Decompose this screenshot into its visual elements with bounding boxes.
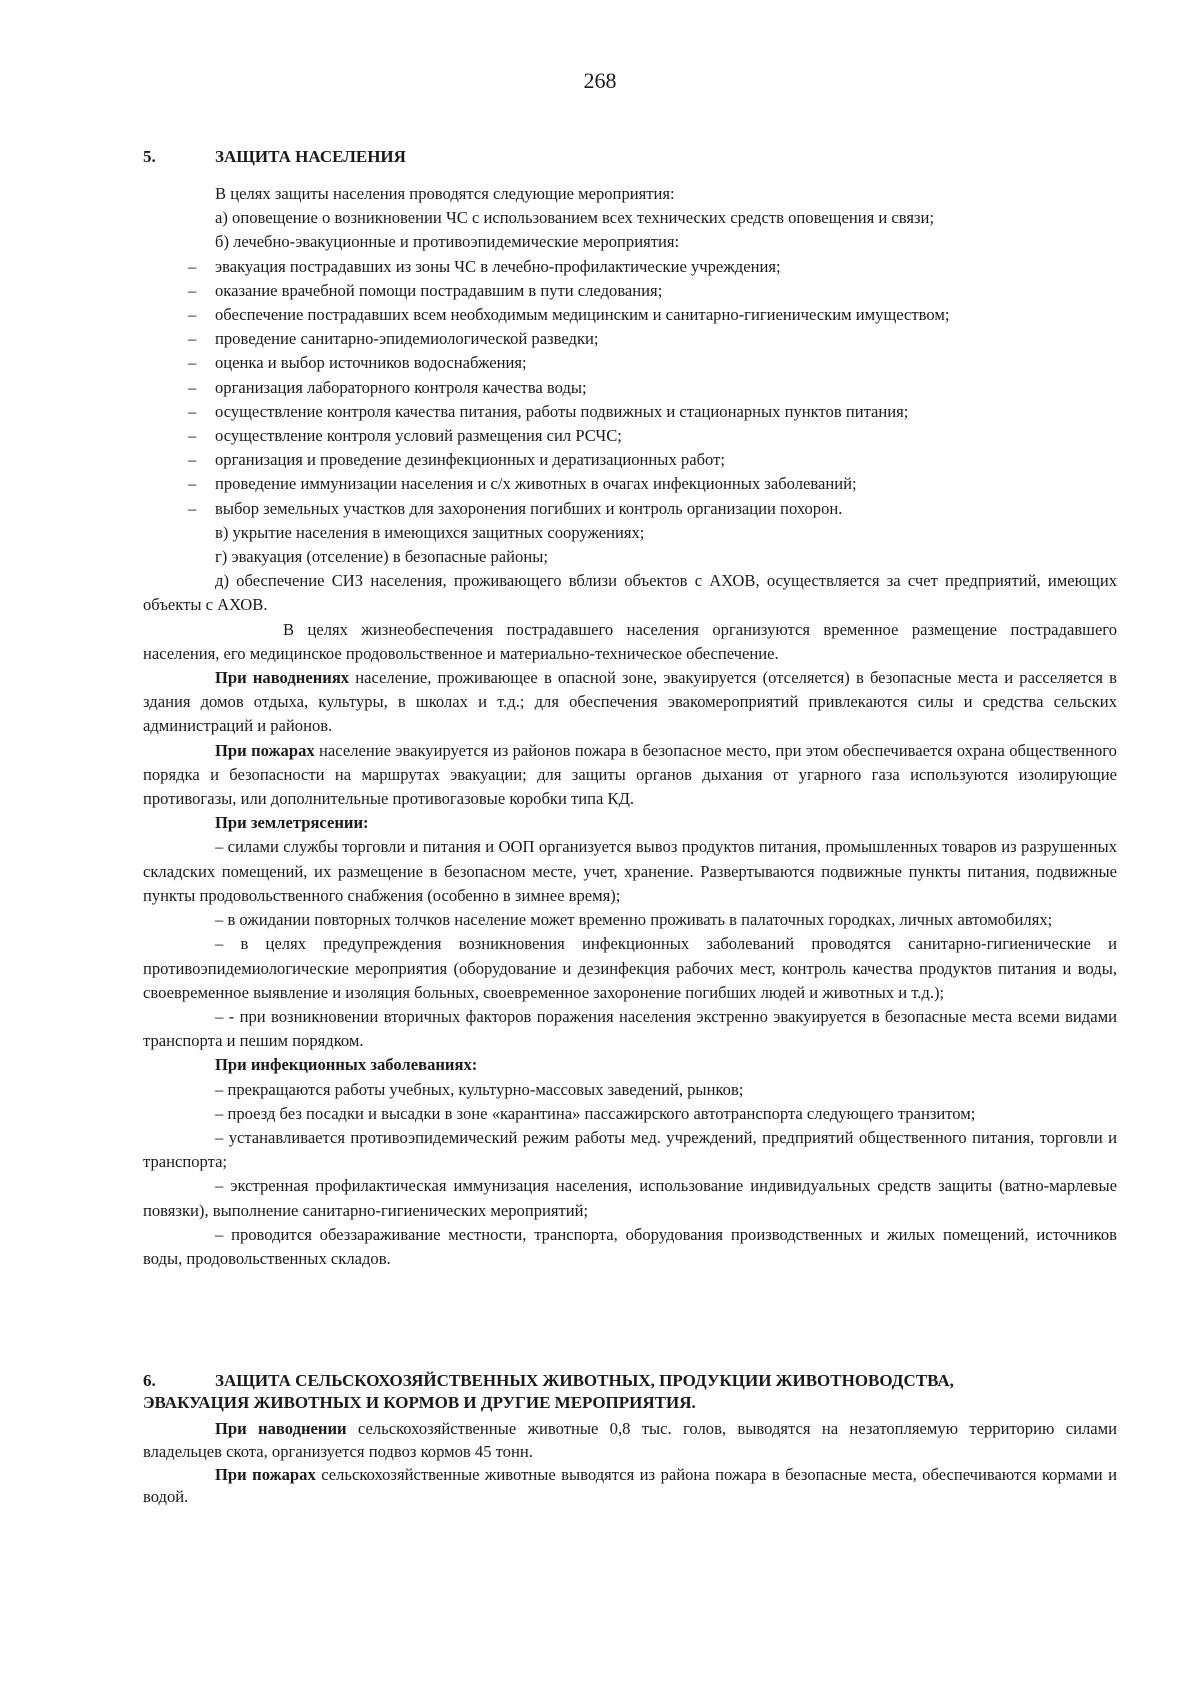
infection-item: – проводится обеззараживание местности, транспорта, оборудования производственных и жилых помещений, источников воды, продовольственных складов. [143, 1224, 1117, 1268]
section-5-title: ЗАЩИТА НАСЕЛЕНИЯ [215, 147, 406, 166]
section-6-number: 6. [143, 1371, 156, 1390]
bullet-item: – осуществление контроля условий размещения сил РСЧС; [143, 424, 1117, 448]
bullet-item: – обеспечение пострадавших всем необходимым медицинским и санитарно-гигиеническим имуществом; [143, 303, 1117, 327]
earthquake-item: – в ожидании повторных толчков население может временно проживать в палаточных городках, личных автомобилях; [215, 910, 1053, 930]
animals-fire-text: сельскохозяйственные животные выводятся из района пожара в безопасные места, обеспечиваются кормами и водой. [143, 1464, 1117, 1507]
animals-flood-text: сельскохозяйственные животные 0,8 тыс. голов, выводятся на незатопляемую территорию силами владельцев скота, организуется подвоз кормов 45 тонн. [143, 1419, 1117, 1461]
bullet-item: – организация лабораторного контроля качества воды; [143, 376, 1117, 400]
intro-paragraph: В целях защиты населения проводятся следующие мероприятия: [215, 184, 675, 203]
infection-item: – экстренная профилактическая иммунизация населения, использование индивидуальных средств защиты (ватно-марлевые повязки), выполнение санитарно-гигиенических мероприятий; [143, 1176, 1117, 1220]
animals-flood-label: При наводнении [215, 1419, 347, 1438]
animals-fire-paragraph [143, 1464, 1117, 1510]
fire-label: При пожарах [215, 740, 315, 760]
flood-paragraph [143, 666, 1117, 739]
fire-text: население эвакуируется из районов пожара в безопасное место, при этом обеспечивается охрана общественного порядка и безопасности на маршрутах эвакуации; для защиты органов дыхания от угарного газа используются изолирующие противогазы, или дополнительные противогазовые коробки типа КД. [143, 740, 1117, 809]
life-support-paragraph: В целях жизнеобеспечения пострадавшего населения организуются временное размещение пострадавшего населения, его медицинское продовольственное и материально-техническое обеспечение. [143, 619, 1117, 663]
bullet-item: – организация и проведение дезинфекционных и дератизационных работ; [143, 448, 1117, 472]
animals-fire-label: При пожарах [215, 1464, 316, 1484]
earthquake-item: – в целях предупреждения возникновения инфекционных заболеваний проводятся санитарно-гигиенические и противоэпидемиологические мероприятия (оборудование и дезинфекция рабочих мест, контроль качества продуктов питания и воды, своевременное выявление и изоляция больных, своевременное захоронение погибших людей и животных и т.д.); [143, 934, 1117, 1002]
animals-flood-paragraph [143, 1418, 1117, 1464]
earthquake-item: – силами службы торговли и питания и ООП организуется вывоз продуктов питания, промышленных товаров из разрушенных складских помещений, их размещение в безопасном месте, учет, хранение. Развертываются подвижные пункты питания, подвижные пункты продовольственного снабжения (особенно в зимнее время); [143, 837, 1117, 905]
bullet-item: – осуществление контроля качества питания, работы подвижных и стационарных пунктов питания; [143, 400, 1117, 424]
item-g: г) эвакуация (отселение) в безопасные районы; [215, 547, 548, 567]
fire-paragraph [143, 739, 1117, 812]
bullet-item: – эвакуация пострадавших из зоны ЧС в лечебно-профилактические учреждения; [143, 255, 1117, 279]
infection-item: – проезд без посадки и высадки в зоне «карантина» пассажирского автотранспорта следующего транзитом; [215, 1103, 976, 1123]
flood-label: При наводнениях [215, 668, 350, 688]
infection-item: – устанавливается противоэпидемический режим работы мед. учреждений, предприятий общественного питания, торговли и транспорта; [143, 1127, 1117, 1172]
infection-item: – прекращаются работы учебных, культурно-массовых заведений, рынков; [215, 1079, 744, 1099]
infection-heading: При инфекционных заболеваниях: [215, 1055, 478, 1075]
bullet-item: – проведение санитарно-эпидемиологической разведки; [143, 327, 1117, 351]
earthquake-heading: При землетрясении: [215, 813, 369, 833]
bullet-item: – оценка и выбор источников водоснабжения; [143, 351, 1117, 375]
section-5-body [143, 182, 1117, 1271]
section-6-heading [143, 1370, 1117, 1414]
item-d: д) обеспечение СИЗ населения, проживающего вблизи объектов с АХОВ, осуществляется за счет предприятий, имеющих объекты с АХОВ. [143, 571, 1117, 615]
item-b: б) лечебно-эвакуционные и противоэпидемические мероприятия: [215, 232, 680, 252]
section-5-number: 5. [143, 147, 156, 166]
section-5-heading [143, 146, 406, 168]
section-6-body [143, 1418, 1117, 1509]
bullet-item: – проведение иммунизации населения и с/х животных в очагах инфекционных заболеваний; [143, 472, 1117, 496]
bullet-item: – выбор земельных участков для захоронения погибших и контроль организации похорон. [143, 497, 1117, 521]
section-6-title-line-1: ЗАЩИТА СЕЛЬСКОХОЗЯЙСТВЕННЫХ ЖИВОТНЫХ, ПРОДУКЦИИ ЖИВОТНОВОДСТВА, [215, 1371, 954, 1390]
bullet-item: – оказание врачебной помощи пострадавшим в пути следования; [143, 279, 1117, 303]
earthquake-item: – - при возникновении вторичных факторов поражения населения экстренно эвакуируется в безопасные места всеми видами транспорта и пешим порядком. [143, 1006, 1117, 1051]
page-number: 268 [583, 68, 617, 93]
item-v: в) укрытие населения в имеющихся защитных сооружениях; [215, 522, 645, 542]
flood-text: население, проживающее в опасной зоне, эвакуируется (отселяется) в безопасные места и расселяется в здания домов отдыха, культуры, в школах и т.д.; для обеспечения эвакомероприятий привлекаются силы и средства сельских администраций и районов. [143, 668, 1117, 736]
section-6-title-line-2: ЭВАКУАЦИЯ ЖИВОТНЫХ И КОРМОВ И ДРУГИЕ МЕРОПРИЯТИЯ. [143, 1393, 696, 1412]
item-a: а) оповещение о возникновении ЧС с использованием всех технических средств оповещения и связи; [215, 208, 935, 228]
